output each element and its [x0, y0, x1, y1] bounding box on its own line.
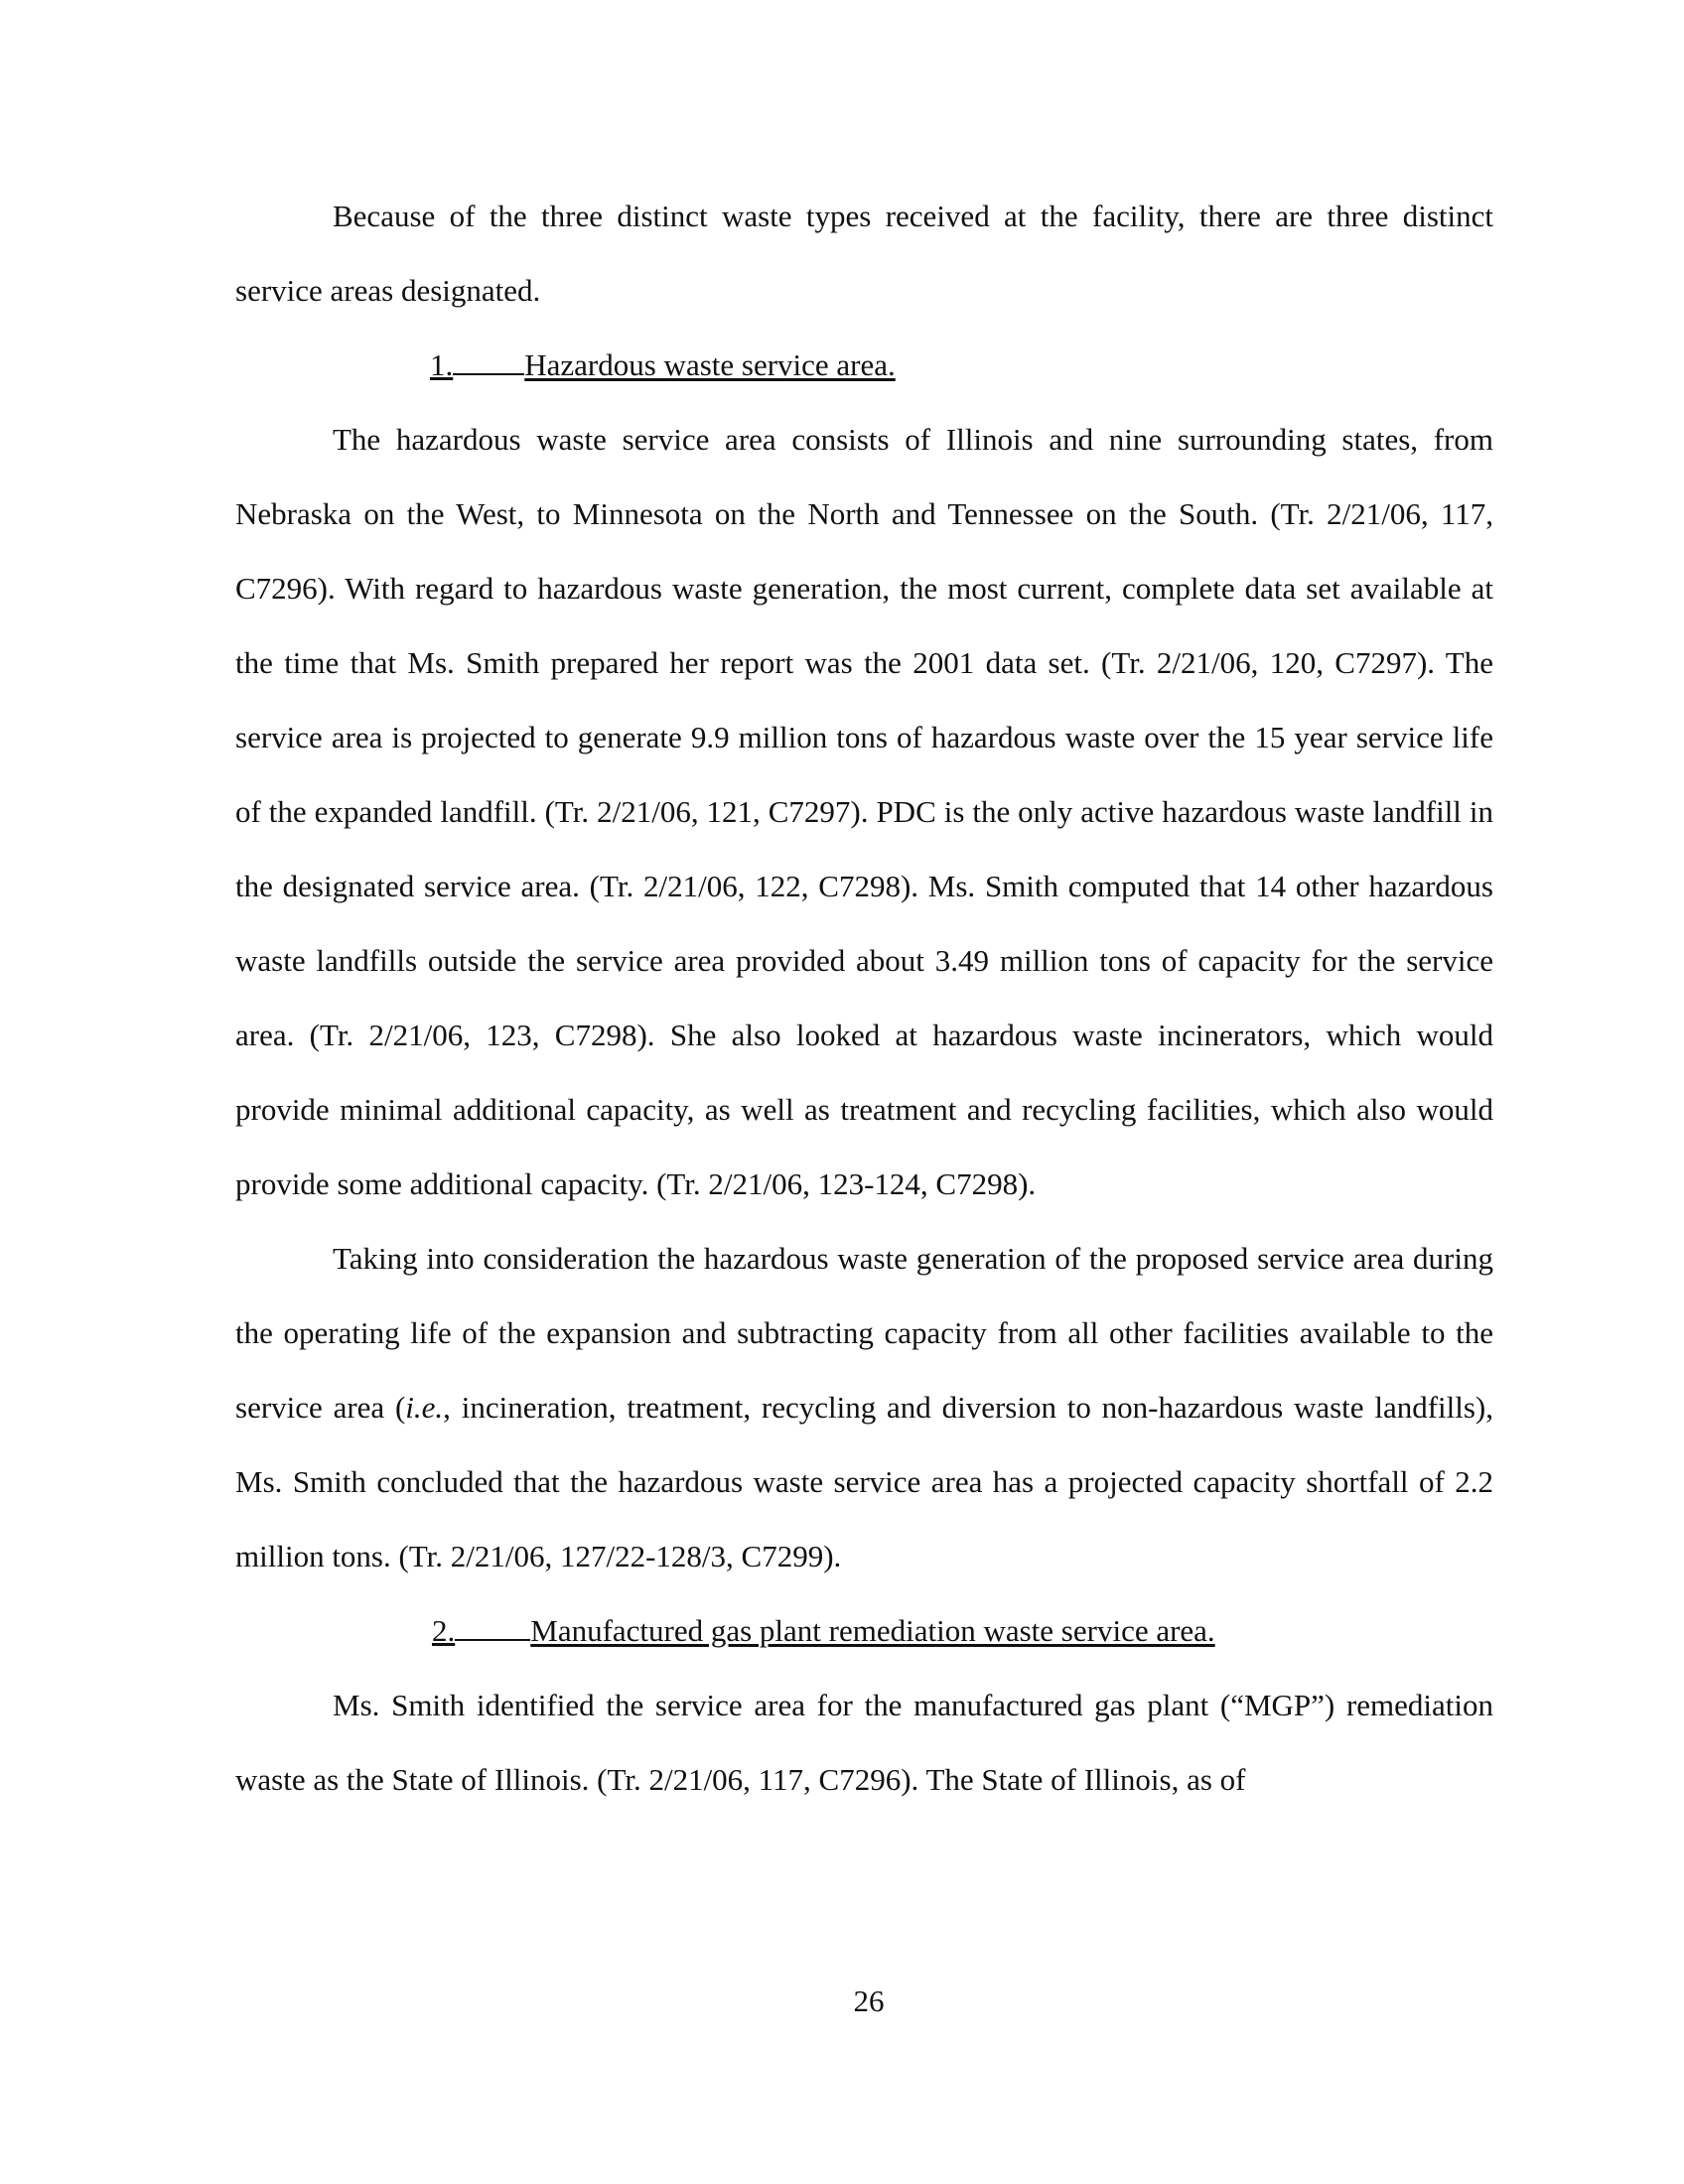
section-1-paragraph-2: [235, 1221, 1493, 1593]
section-1-paragraph-2-part-2: , incineration, treatment, recycling and diversion to non-hazardous waste landfills), Ms. Smith concluded that the hazardous waste service area has a projected capacity shortfall of 2.2 million tons. (Tr. 2/21/06, 127/22-128/3, C7299).: [235, 1390, 1493, 1573]
page-number: 26: [853, 1983, 885, 2018]
section-1-paragraph-2-italic: i.e.: [405, 1390, 444, 1425]
intro-paragraph: Because of the three distinct waste types received at the facility, there are three distinct service areas designated.: [235, 199, 1493, 308]
section-1-paragraph-1: The hazardous waste service area consists of Illinois and nine surrounding states, from Nebraska on the West, to Minnesota on the North and Tennessee on the South. (Tr. 2/21/06, 117, C7296). With regard to hazardous waste generation, the most current, complete data set available at the time that Ms. Smith prepared her report was the 2001 data set. (Tr. 2/21/06, 120, C7297). The service area is projected to generate 9.9 million tons of hazardous waste over the 15 year service life of the expanded landfill. (Tr. 2/21/06, 121, C7297). PDC is the only active hazardous waste landfill in the designated service area. (Tr. 2/21/06, 122, C7298). Ms. Smith computed that 14 other hazardous waste landfills outside the service area provided about 3.49 million tons of capacity for the service area. (Tr. 2/21/06, 123, C7298). She also looked at hazardous waste incinerators, which would provide minimal additional capacity, as well as treatment and recycling facilities, which also would provide some additional capacity. (Tr. 2/21/06, 123-124, C7298).: [235, 422, 1493, 1201]
section-2-paragraph: Ms. Smith identified the service area for the manufactured gas plant (“MGP”) remediation waste as the State of Illinois. (Tr. 2/21/06, 117, C7296). The State of Illinois, as of: [235, 1688, 1493, 1797]
section-1-title: Hazardous waste service area.: [524, 347, 896, 382]
section-2-heading-rule: [455, 1613, 530, 1641]
section-2-title: Manufactured gas plant remediation waste service area.: [530, 1613, 1215, 1648]
section-1-heading: [235, 328, 1493, 402]
section-1-heading-rule: [453, 347, 524, 375]
section-2-heading: [235, 1593, 1493, 1668]
section-2-number: 2.: [432, 1613, 456, 1648]
section-1-number: 1.: [430, 347, 454, 382]
section-1-paragraph-2-part-1: Taking into consideration the hazardous waste generation of the proposed service area during the operating life of the expansion and subtracting capacity from all other facilities available to the service area (: [235, 1241, 1493, 1425]
body-text: [235, 179, 1493, 1817]
